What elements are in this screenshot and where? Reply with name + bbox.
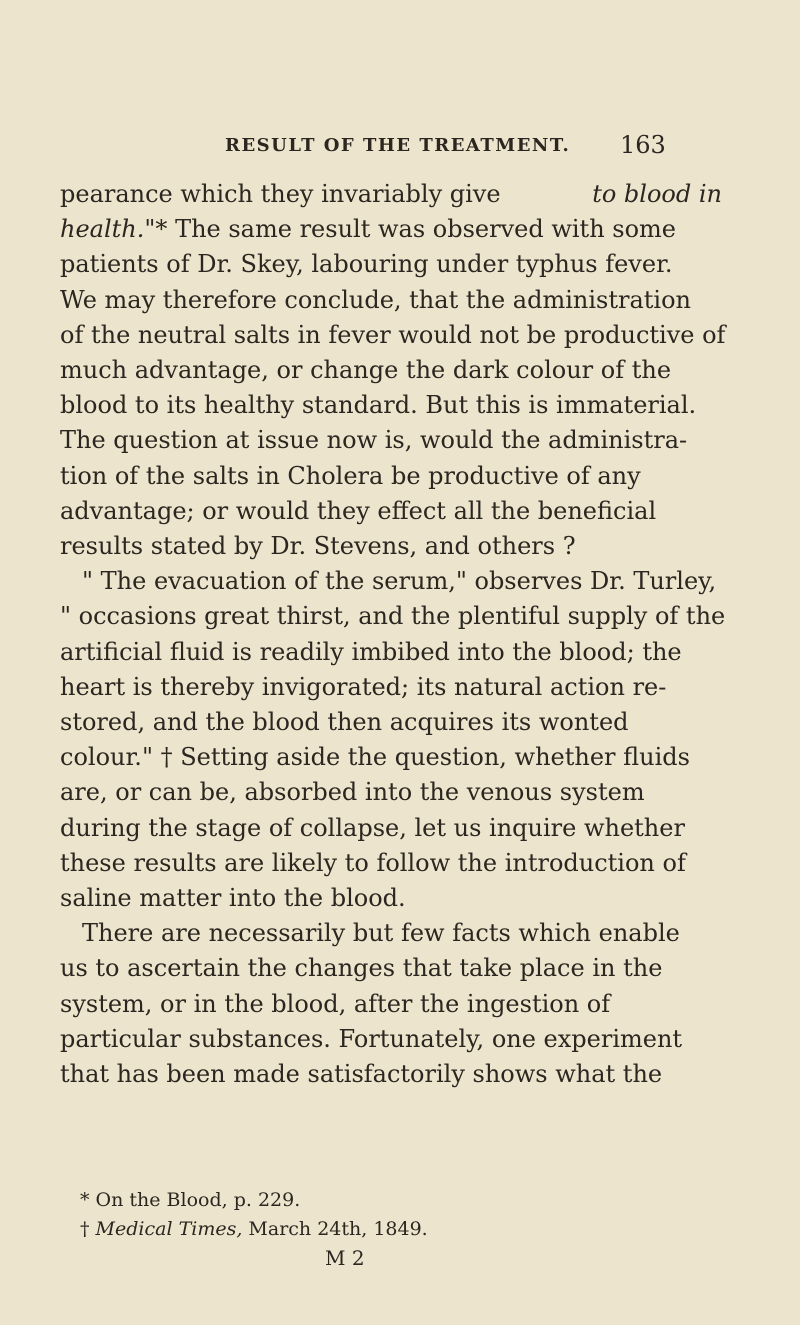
text-line: these results are likely to follow the introduction of bbox=[60, 848, 686, 877]
text-line: are, or can be, absorbed into the venous system bbox=[60, 778, 645, 807]
footnote-1: * On the Blood, p. 229. bbox=[80, 1189, 301, 1211]
footnotes bbox=[60, 1186, 722, 1244]
footnote-title: Medical Times, bbox=[95, 1218, 243, 1240]
text-line: particular substances. Fortunately, one experiment bbox=[60, 1024, 683, 1053]
running-head: RESULT OF THE TREATMENT. bbox=[225, 135, 571, 156]
signature-mark: M 2 bbox=[325, 1246, 365, 1270]
text-line: results stated by Dr. Stevens, and others ? bbox=[60, 532, 576, 561]
text-line: much advantage, or change the dark colour of the bbox=[60, 356, 672, 385]
italic-fragment: to blood in bbox=[592, 180, 722, 208]
paragraph-start-line: There are necessarily but few facts which enable bbox=[82, 919, 680, 948]
text-line: We may therefore conclude, that the administration bbox=[60, 285, 691, 314]
text-line: stored, and the blood then acquires its wonted bbox=[60, 708, 629, 737]
body-text bbox=[60, 177, 726, 1092]
paragraph-start-line: " The evacuation of the serum," observes Dr. Turley, bbox=[82, 567, 717, 596]
text-line: that has been made satisfactorily shows what the bbox=[60, 1060, 663, 1089]
footnote-detail: March 24th, 1849. bbox=[242, 1218, 428, 1240]
text-line: system, or in the blood, after the ingestion of bbox=[60, 989, 611, 1018]
text-line: patients of Dr. Skey, labouring under typhus fever. bbox=[60, 250, 673, 279]
text-line: saline matter into the blood. bbox=[60, 884, 406, 913]
text-line: during the stage of collapse, let us inquire whether bbox=[60, 813, 685, 842]
text-line: us to ascertain the changes that take place in the bbox=[60, 954, 663, 983]
text-line: " occasions great thirst, and the plentiful supply of the bbox=[60, 602, 726, 631]
text-line bbox=[60, 177, 722, 212]
text-line: blood to its healthy standard. But this is immaterial. bbox=[60, 391, 697, 420]
footnote-2 bbox=[60, 1215, 722, 1244]
italic-fragment: health."* bbox=[60, 215, 168, 244]
text-fragment: The same result was observed with some bbox=[175, 215, 677, 244]
text-line: The question at issue now is, would the administra- bbox=[60, 426, 688, 455]
text-line: tion of the salts in Cholera be productive of any bbox=[60, 461, 641, 490]
text-line: artificial fluid is readily imbibed into the blood; the bbox=[60, 637, 682, 666]
page-number: 163 bbox=[620, 131, 666, 159]
text-fragment: pearance which they invariably give bbox=[60, 180, 501, 208]
text-line: advantage; or would they effect all the beneficial bbox=[60, 496, 657, 525]
page-header bbox=[0, 131, 800, 167]
footnote-mark: † bbox=[80, 1218, 96, 1240]
text-line: colour." † Setting aside the question, whether fluids bbox=[60, 743, 690, 772]
text-line: heart is thereby invigorated; its natural action re- bbox=[60, 672, 667, 701]
text-line bbox=[60, 212, 722, 247]
text-line: of the neutral salts in fever would not be productive of bbox=[60, 320, 726, 349]
